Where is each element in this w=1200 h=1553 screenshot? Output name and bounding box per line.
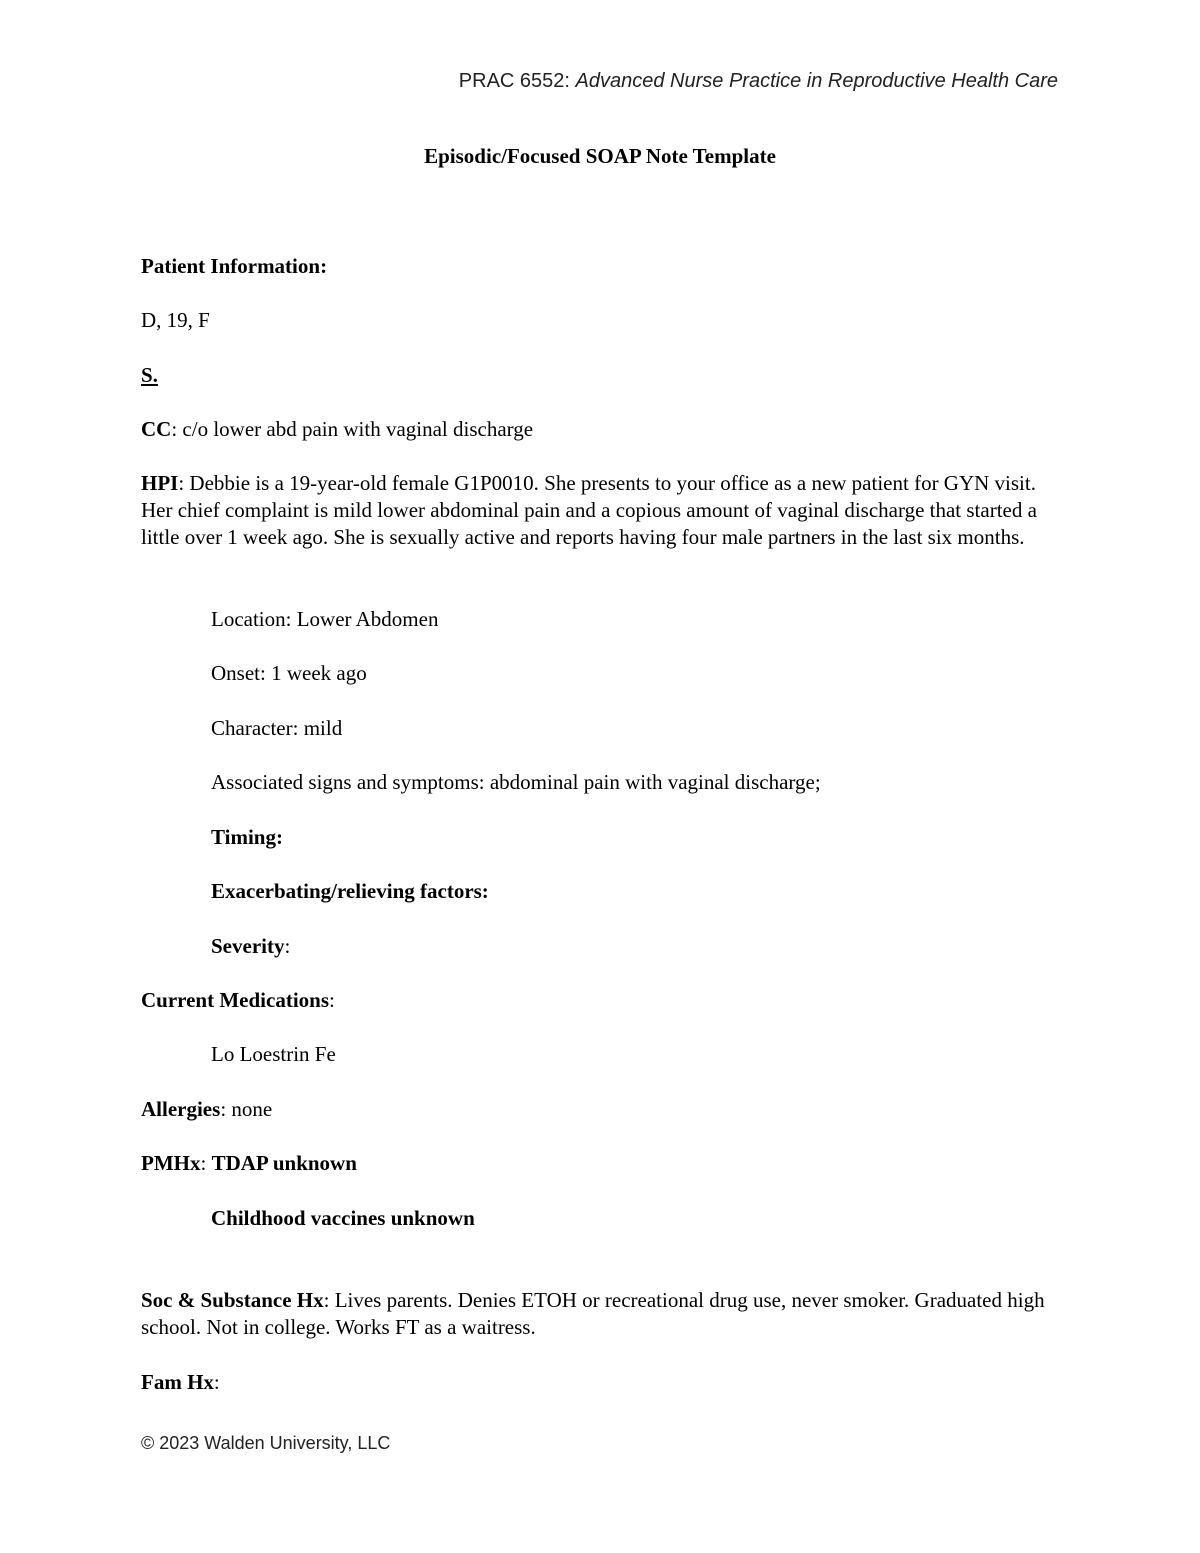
social-history (141, 1287, 1061, 1341)
pmhx-value-2: Childhood vaccines unknown (211, 1206, 475, 1230)
timing-label: Timing: (211, 825, 283, 849)
patient-info-label: Patient Information: (141, 254, 328, 278)
pmhx-colon: : (200, 1151, 212, 1175)
soc-hx-text: : Lives parents. Denies ETOH or recreational drug use, never smoker. Graduated high school. Not in college. Works FT as a waitress. (141, 1288, 1045, 1339)
pmhx (141, 1150, 1061, 1177)
hpi-onset: Onset: 1 week ago (211, 661, 367, 685)
medication-item: Lo Loestrin Fe (211, 1042, 336, 1066)
current-medications (141, 987, 1061, 1014)
pmhx-value: TDAP unknown (211, 1151, 357, 1175)
allergies (141, 1096, 1061, 1123)
severity-label: Severity (211, 934, 285, 958)
medications-colon: : (329, 988, 335, 1012)
family-history (141, 1369, 1061, 1396)
subjective-heading (141, 362, 1061, 389)
cc-label: CC (141, 417, 172, 441)
pmhx-label: PMHx (141, 1151, 201, 1175)
pmhx-vaccines (211, 1205, 1131, 1232)
severity-value: : (284, 934, 291, 958)
subjective-label: S. (141, 363, 158, 387)
allergies-value: : none (220, 1097, 273, 1121)
fam-hx-colon: : (213, 1370, 220, 1394)
patient-info-value: D, 19, F (141, 308, 210, 332)
hpi-timing (211, 824, 1131, 851)
soc-hx-label: Soc & Substance Hx (141, 1288, 324, 1312)
allergies-label: Allergies (141, 1097, 221, 1121)
cc-value: : c/o lower abd pain with vaginal discharge (171, 417, 534, 441)
hpi-text: : Debbie is a 19-year-old female G1P0010. She presents to your office as a new patient for GYN visit. Her chief complaint is mild lower abdominal pain and a copious amount of vaginal discharge that started a little over 1 week ago. She is sexually active and reports having four male partners in the last six months. (141, 471, 1037, 549)
chief-complaint (141, 416, 1061, 443)
fam-hx-label: Fam Hx (141, 1370, 214, 1394)
hpi-exacerbating (211, 878, 1131, 905)
patient-info-heading (141, 253, 1061, 280)
hpi-label: HPI (141, 471, 179, 495)
hpi-associated-symptoms: Associated signs and symptoms: abdominal pain with vaginal discharge; (211, 770, 821, 794)
course-header (459, 70, 1058, 93)
course-title: Advanced Nurse Practice in Reproductive Health Care (575, 70, 1058, 92)
hpi-character: Character: mild (211, 716, 343, 740)
document-title: Episodic/Focused SOAP Note Template (424, 144, 776, 168)
hpi-paragraph (141, 470, 1061, 551)
hpi-location: Location: Lower Abdomen (211, 607, 439, 631)
medications-label: Current Medications (141, 988, 330, 1012)
exacerbating-label: Exacerbating/relieving factors: (211, 879, 489, 903)
course-code: PRAC 6552: (458, 70, 570, 92)
copyright-footer: © 2023 Walden University, LLC (141, 1433, 391, 1453)
hpi-severity (211, 933, 1131, 960)
